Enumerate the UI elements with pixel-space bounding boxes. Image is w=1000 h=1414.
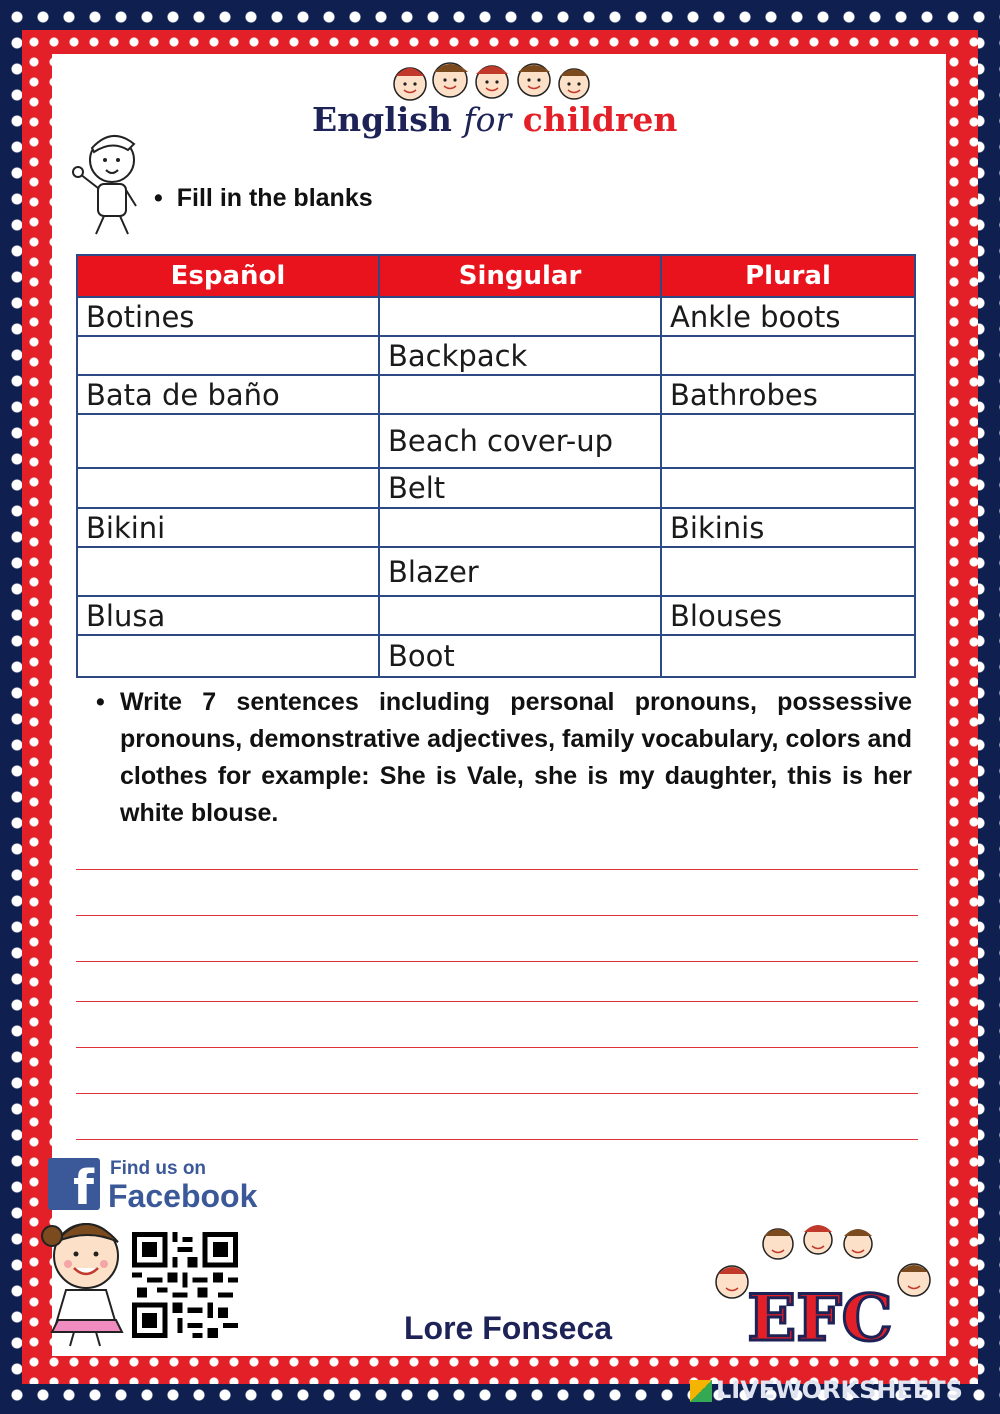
writing-line-5[interactable] [76,1047,918,1048]
header-espanol: Español [77,255,379,297]
table-row [77,468,915,508]
cell-singular: Blazer [379,547,661,596]
cell-plural-blank[interactable] [661,336,915,375]
table-row [77,375,915,414]
writing-line-1[interactable] [76,869,918,870]
facebook-badge[interactable] [48,1158,258,1216]
cell-plural: Bathrobes [661,375,915,414]
writing-line-3[interactable] [76,961,918,962]
liveworksheets-icon [690,1380,712,1402]
logo-word-for: for [463,100,512,139]
table-row [77,508,915,547]
table-row [77,297,915,336]
logo-word-children: children [522,100,678,139]
cell-singular-blank[interactable] [379,297,661,336]
cell-espanol: Botines [77,297,379,336]
cell-espanol-blank[interactable] [77,468,379,508]
bullet: • [96,688,105,716]
cell-plural: Blouses [661,596,915,635]
cell-singular-blank[interactable] [379,596,661,635]
liveworksheets-watermark [690,1376,963,1404]
cell-plural-blank[interactable] [661,414,915,468]
cell-espanol-blank[interactable] [77,414,379,468]
cell-espanol-blank[interactable] [77,336,379,375]
table-row [77,547,915,596]
table-row [77,414,915,468]
cell-plural-blank[interactable] [661,635,915,677]
instruction-fill-blanks: • Fill in the blanks [154,184,373,213]
qr-code-icon[interactable] [132,1232,238,1338]
instruction-write-sentences [96,684,912,832]
smiling-girl-icon [30,1212,140,1350]
table-row [77,635,915,677]
header-plural: Plural [661,255,915,297]
cell-espanol: Bata de baño [77,375,379,414]
cell-plural: Ankle boots [661,297,915,336]
cell-singular: Backpack [379,336,661,375]
author-name: Lore Fonseca [404,1310,613,1346]
watermark-text: LIVEWORKSHEETS [716,1376,963,1404]
facebook-name: Facebook [108,1178,258,1214]
cell-plural: Bikinis [661,508,915,547]
instruction-text: Write 7 sentences including personal pronouns, possessive pronouns, demonstrative adjectives, family vocabulary, colors and clothes for example: She is Vale, she is my daughter, this is her white blouse. [120,688,912,827]
children-faces-icon [388,58,598,106]
efc-text: EFC [747,1281,893,1356]
cell-singular: Boot [379,635,661,677]
writing-line-7[interactable] [76,1139,918,1140]
cell-singular-blank[interactable] [379,508,661,547]
table-row [77,596,915,635]
facebook-icon: f [48,1158,100,1210]
writing-line-4[interactable] [76,1001,918,1002]
cell-singular: Belt [379,468,661,508]
english-for-children-logo [312,100,692,140]
writing-line-6[interactable] [76,1093,918,1094]
facebook-find-us: Find us on [110,1158,207,1179]
cell-espanol: Bikini [77,508,379,547]
logo-word-english: English [312,100,452,139]
cell-singular-blank[interactable] [379,375,661,414]
table-header-row [77,255,915,297]
cell-singular: Beach cover-up [379,414,661,468]
cell-espanol-blank[interactable] [77,635,379,677]
header-singular: Singular [379,255,661,297]
cell-espanol: Blusa [77,596,379,635]
waving-boy-icon [68,126,146,238]
vocabulary-table [76,254,916,678]
cell-espanol-blank[interactable] [77,547,379,596]
efc-logo [692,1218,948,1358]
cell-plural-blank[interactable] [661,468,915,508]
cell-plural-blank[interactable] [661,547,915,596]
writing-line-2[interactable] [76,915,918,916]
table-row [77,336,915,375]
